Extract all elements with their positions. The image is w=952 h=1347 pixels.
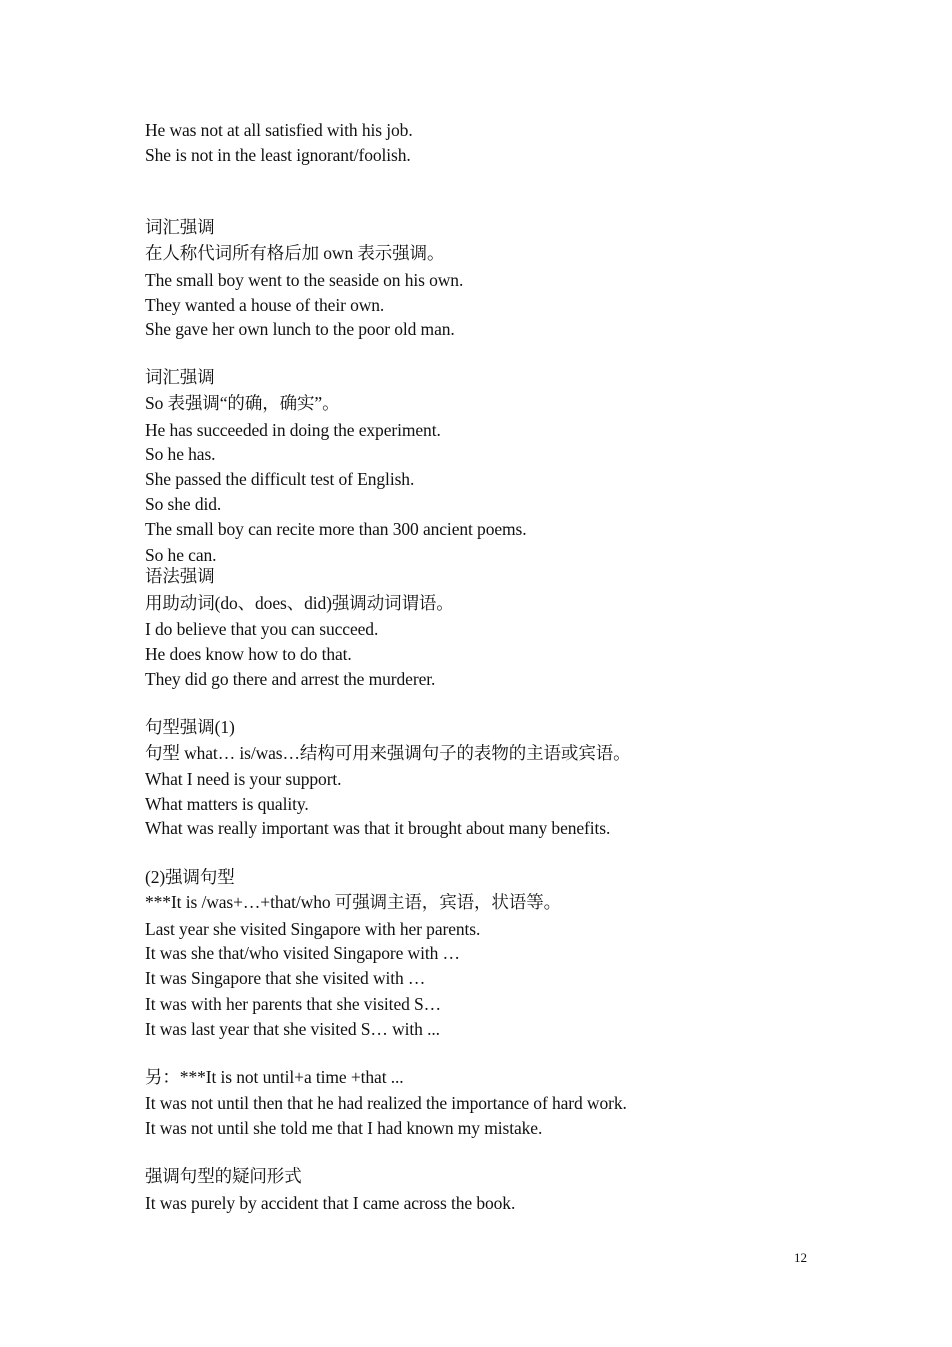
text-line: So she did. [145, 494, 222, 514]
text-line: ***It is /was+…+that/who 可强调主语，宾语，状语等。 [145, 892, 561, 912]
text-line: 用助动词(do、does、did)强调动词谓语。 [145, 593, 454, 613]
section-heading: 句型强调(1) [145, 717, 235, 737]
text-line: It was not until she told me that I had known my mistake. [145, 1118, 543, 1138]
text-line: So he has. [145, 444, 216, 464]
section-heading: 语法强调 [145, 566, 215, 586]
text-line: She passed the difficult test of English. [145, 469, 415, 489]
section-heading: (2)强调句型 [145, 867, 235, 887]
section-heading: 另：***It is not until+a time +that ... [145, 1067, 404, 1087]
text-line: The small boy can recite more than 300 ancient poems. [145, 519, 527, 539]
text-line: It was with her parents that she visited S… [145, 994, 442, 1014]
section-heading: 强调句型的疑问形式 [145, 1166, 302, 1186]
text-line: I do believe that you can succeed. [145, 619, 379, 639]
text-line: She gave her own lunch to the poor old man. [145, 319, 455, 339]
text-line: He was not at all satisfied with his job. [145, 120, 413, 140]
text-line: It was last year that she visited S… with ... [145, 1019, 440, 1039]
text-line: It was purely by accident that I came across the book. [145, 1193, 516, 1213]
text-line: So he can. [145, 545, 217, 565]
text-line: Last year she visited Singapore with her parents. [145, 919, 481, 939]
text-line: It was she that/who visited Singapore with … [145, 943, 460, 963]
text-line: He has succeeded in doing the experiment. [145, 420, 441, 440]
text-line: It was not until then that he had realized the importance of hard work. [145, 1093, 627, 1113]
text-line: He does know how to do that. [145, 644, 352, 664]
section-heading: 词汇强调 [145, 217, 215, 237]
text-line: 在人称代词所有格后加 own 表示强调。 [145, 243, 445, 263]
text-line: The small boy went to the seaside on his own. [145, 270, 464, 290]
text-line: So 表强调“的确，确实”。 [145, 393, 340, 413]
page-number: 12 [794, 1250, 807, 1265]
text-line: What matters is quality. [145, 794, 309, 814]
text-line: It was Singapore that she visited with … [145, 968, 426, 988]
text-line: They wanted a house of their own. [145, 295, 385, 315]
text-line: What was really important was that it brought about many benefits. [145, 818, 611, 838]
text-line: 句型 what… is/was…结构可用来强调句子的表物的主语或宾语。 [145, 743, 631, 763]
text-line: What I need is your support. [145, 769, 342, 789]
text-line: They did go there and arrest the murderer. [145, 669, 436, 689]
section-heading: 词汇强调 [145, 367, 215, 387]
text-line: She is not in the least ignorant/foolish. [145, 145, 411, 165]
